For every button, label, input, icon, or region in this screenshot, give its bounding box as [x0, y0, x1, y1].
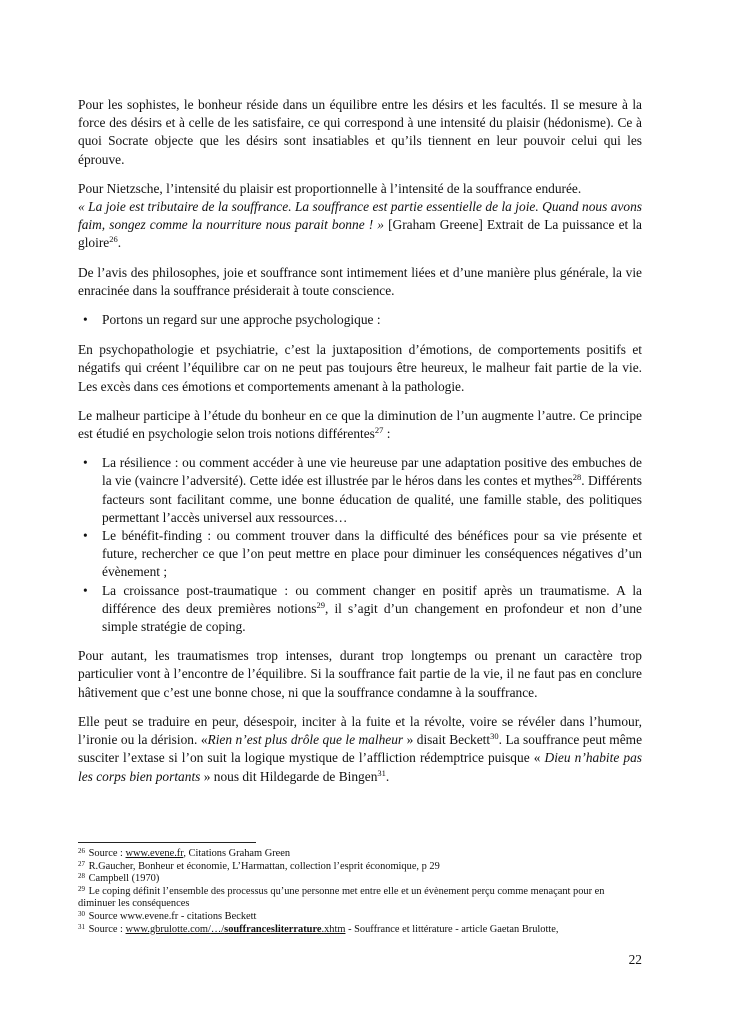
nietzsche-line: Pour Nietzsche, l’intensité du plaisir est proportionnelle à l’intensité de la souffrance endurée.	[78, 180, 582, 196]
paragraph-philosophes: De l’avis des philosophes, joie et souffrance sont intimement liées et d’une manière plus générale, la vie enracinée dans la souffrance présiderait à toute conscience.	[78, 264, 642, 298]
document-body	[78, 96, 642, 797]
footnote-ref-28: 28	[572, 472, 582, 483]
list-item: • La croissance post-traumatique : ou comment changer en positif après un traumatisme. A la différence des deux premières notions$^{29}$, il s’agit d’un changement en profondeur et non d’une simple stratégie de coping.	[83, 582, 642, 635]
footnote-ref-31: 31	[377, 767, 386, 778]
footnote-28: $^{28}$ Campbell (1970)	[78, 872, 160, 885]
footnotes	[78, 842, 642, 936]
footnote-ref-27: 27	[374, 425, 384, 436]
beckett-quote: Rien n’est plus drôle que le malheur	[207, 732, 404, 748]
bullet-list-psy	[78, 311, 642, 329]
paragraph-psychopathologie: En psychopathologie et psychiatrie, c’est la juxtaposition d’émotions, de comportements positifs et négatifs qui créent l’équilibre car on ne peut pas toujours être heureux, le malheur fait partie de la vie. Les excès dans ces émotions et comportements amenant à la pathologie.	[78, 342, 642, 394]
list-item: • Portons un regard sur une approche psychologique :	[78, 311, 642, 329]
footnote-ref-29: 29	[316, 599, 325, 610]
footnote-separator	[78, 842, 256, 843]
footnote-30: $^{30}$ Source www.evene.fr - citations Beckett	[78, 909, 257, 922]
footnote-26: $^{26}$ Source : www.evene.fr, Citations Graham Green	[78, 847, 291, 859]
paragraph-traumatismes: Pour autant, les traumatismes trop intenses, durant trop longtemps ou prenant un caractère trop particulier vont à l’encontre de l’équilibre. Si la souffrance fait partie de la vie, il ne faut pas en conclure hâtivement que c’est une bonne chose, ni que la souffrance condamne à la souffrance.	[78, 648, 642, 700]
footnote-ref-30: 30	[490, 731, 499, 742]
gbrulotte-link[interactable]: www.gbrulotte.com/…/souffrancesliterrature.xhtm	[125, 923, 346, 935]
evene-link[interactable]: www.evene.fr	[125, 848, 184, 859]
footnote-29: $^{29}$ Le coping définit l’ensemble des processus qu’une personne met entre elle et un évènement perçu comme menaçant pour en diminuer les conséquences	[78, 884, 605, 910]
list-item: • Le bénéfit-finding : ou comment trouver dans la difficulté des bénéfices pour sa vie présente et future, rechercher ce que l’on peut mettre en place pour diminuer les conséquences négatives d’un évènement ;	[83, 528, 642, 580]
bullet-icon: •	[83, 312, 88, 328]
list-item: • La résilience : ou comment accéder à une vie heureuse par une adaptation positive des embuches de la vie (vaincre l’adversité). Cette idée est illustrée par le héros dans les contes et mythes$^{28}$. Différents facteurs sont facilitant comme, une bonne éducation de qualité, une famille stable, des politiques permettant l’accès universel aux ressources…	[83, 455, 642, 525]
footnote-31: $^{31}$ Source : www.gbrulotte.com/…/souffrancesliterrature.xhtm - Souffrance et littérature - article Gaetan Brulotte,	[78, 922, 559, 935]
footnote-27: $^{27}$ R.Gaucher, Bonheur et économie, L’Harmattan, collection l’esprit économique, p 29	[78, 859, 440, 872]
paragraph-nietzsche: Pour Nietzsche, l’intensité du plaisir est proportionnelle à l’intensité de la souffrance endurée. « La joie est tributaire de la souffrance. La souffrance est partie essentielle de la joie. Quand nous avons faim, songez comme la nourriture nous parait bonne ! » [Graham Greene] Extrait de La puissance et la gloire$^{26}$.	[78, 180, 642, 251]
page-number: 22	[628, 952, 642, 967]
paragraph-sophistes: Pour les sophistes, le bonheur réside dans un équilibre entre les désirs et les facultés. Il se mesure à la force des désirs et à celle de les satisfaire, ce qui correspond à une intensité du plaisir (hédonisme). Ce à quoi Socrate objecte que les désirs sont insatiables et qu’ils tiennent en leur pouvoir celui qui les éprouve.	[78, 97, 642, 167]
hildegarde-quote: Dieu n’habite pas les corps bien portants	[78, 750, 642, 784]
greene-citation: [Graham Greene] Extrait de La puissance et la gloire	[78, 217, 642, 251]
bullet-icon: •	[83, 455, 88, 471]
paragraph-malheur: Le malheur participe à l’étude du bonheur en ce que la diminution de l’un augmente l’autre. Ce principe est étudié en psychologie selon trois notions différentes$^{27}$ :	[78, 407, 642, 442]
bullet-icon: •	[83, 582, 88, 598]
bullet-icon: •	[83, 528, 88, 544]
bullet-list-notions	[78, 454, 642, 636]
greene-quote: « La joie est tributaire de la souffrance. La souffrance est partie essentielle de la joie. Quand nous avons faim, songez comme la nourriture nous parait bonne ! »	[78, 199, 642, 233]
footnote-ref-26: 26	[109, 234, 118, 245]
paragraph-humour: Elle peut se traduire en peur, désespoir, inciter à la fuite et la révolte, voire se révéler dans l’humour, l’ironie ou la dérision. «Rien n’est plus drôle que le malheur » disait Beckett$^{30}$. La souffrance peut même susciter l’extase si l’on suit la logique mystique de l’affliction rédemptrice puisque « Dieu n’habite pas les corps bien portants » nous dit Hildegarde de Bingen$^{31}$.	[78, 713, 643, 784]
